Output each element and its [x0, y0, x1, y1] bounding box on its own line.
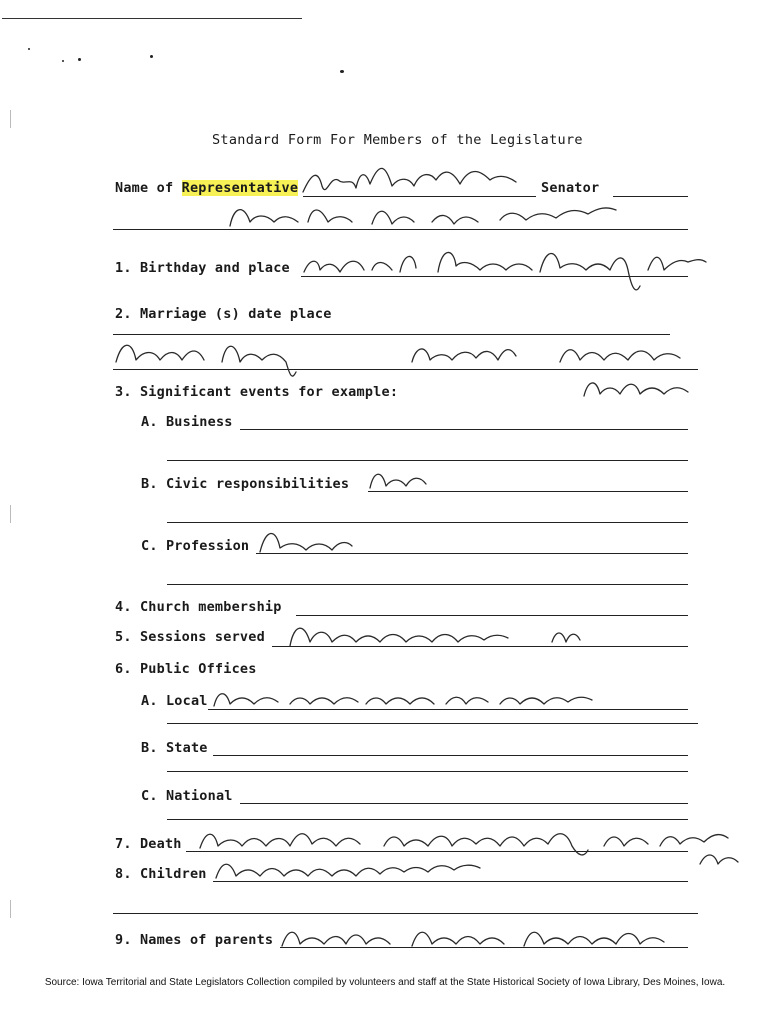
- profession-label: C. Profession: [141, 538, 250, 554]
- state-label: B. State: [141, 740, 208, 756]
- business-label: A. Business: [141, 414, 233, 430]
- form-title: Standard Form For Members of the Legislature: [212, 132, 583, 148]
- source-caption: Source: Iowa Territorial and State Legislators Collection compiled by volunteers and staff at the State Historical Society of Iowa Library, Des Moines, Iowa.: [44, 977, 726, 988]
- death-label: 7. Death: [115, 836, 182, 852]
- marriage-label: 2. Marriage (s) date place: [115, 306, 332, 322]
- national-label: C. National: [141, 788, 233, 804]
- senator-label: Senator: [541, 180, 600, 196]
- sessions-label: 5. Sessions served: [115, 629, 265, 645]
- public-offices-label: 6. Public Offices: [115, 661, 257, 677]
- local-label: A. Local: [141, 693, 208, 709]
- birthday-label: 1. Birthday and place: [115, 260, 290, 276]
- church-label: 4. Church membership: [115, 599, 282, 615]
- events-label: 3. Significant events for example:: [115, 384, 399, 400]
- parents-label: 9. Names of parents: [115, 932, 274, 948]
- children-label: 8. Children: [115, 866, 207, 882]
- representative-highlight: Representative: [181, 180, 299, 196]
- civic-label: B. Civic responsibilities: [141, 476, 350, 492]
- name-prefix: Name of: [115, 180, 182, 196]
